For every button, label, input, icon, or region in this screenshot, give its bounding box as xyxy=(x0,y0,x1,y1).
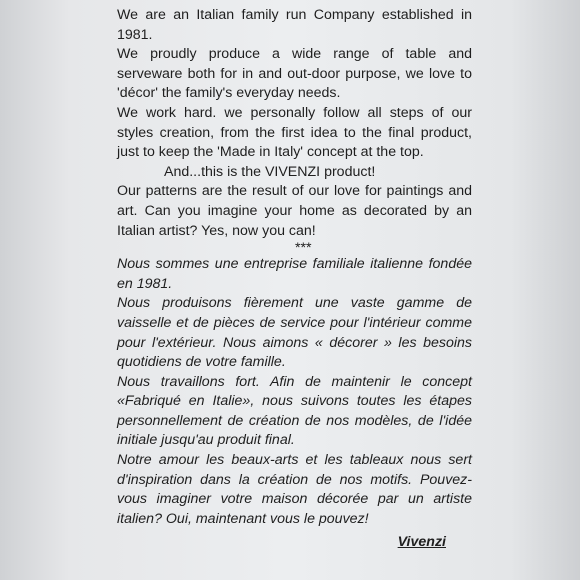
section-separator: *** xyxy=(295,240,312,257)
fr-paragraph-1: Nous sommes une entreprise familiale italienne fondée en 1981. xyxy=(117,256,472,292)
en-tagline: And...this is the VIVENZI product! xyxy=(164,163,376,180)
fr-paragraph-2: Nous produisons fièrement une vaste gamme de vaisselle et de pièces de service pour l'intérieur comme pour l'extérieur. Nous aimons « décorer » les besoins quotidiens de votre famille. xyxy=(117,295,472,371)
en-paragraph-3: We work hard. we personally follow all steps of our styles creation, from the first idea to the final product, just to keep the 'Made in Italy' concept at the top. xyxy=(117,104,472,161)
signature: Vivenzi xyxy=(397,534,446,551)
french-section xyxy=(117,255,472,529)
english-section xyxy=(117,6,472,241)
fr-paragraph-4: Notre amour les beaux-arts et les tableaux nous sert d'inspiration dans la création de nos motifs. Pouvez-vous imaginer votre maison décorée par un artiste italien? Oui, maintenant vous le pouvez! xyxy=(117,452,472,527)
en-closing: Our patterns are the result of our love for paintings and art. Can you imagine your home as decorated by an Italian artist? Yes, now you can! xyxy=(117,183,472,239)
fr-paragraph-3: Nous travaillons fort. Afin de maintenir le concept «Fabriqué en Italie», nous suivons toutes les étapes personnellement de création de nos modèles, de l'idée initiale jusqu'au produit final. xyxy=(117,373,472,449)
en-paragraph-2: We proudly produce a wide range of table and serveware both for in and out-door purpose, we love to 'décor' the family's everyday needs. xyxy=(117,46,472,102)
en-paragraph-1: We are an Italian family run Company established in 1981. xyxy=(117,7,472,43)
